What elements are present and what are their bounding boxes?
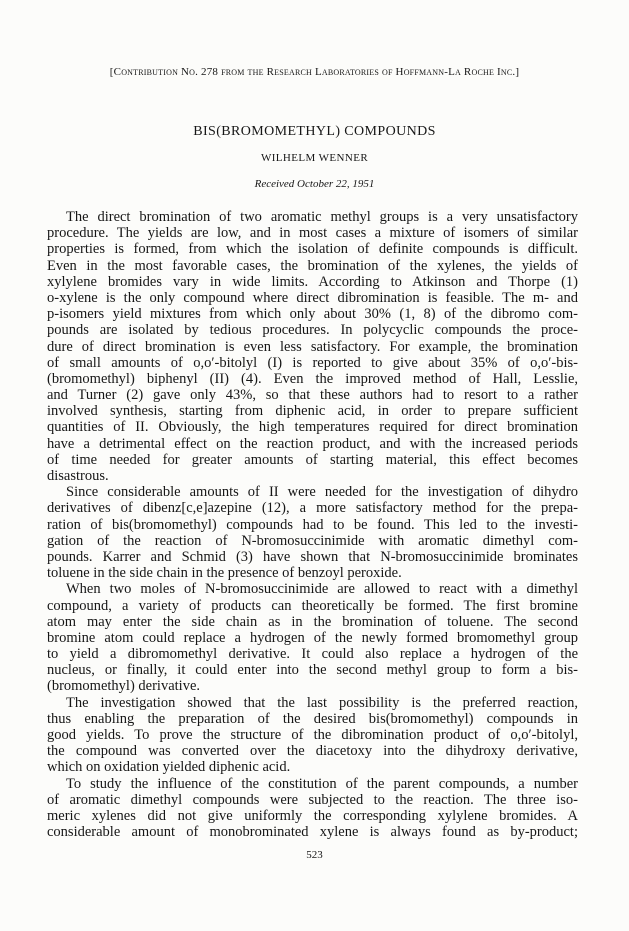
text-line: of small amounts of o,o′-bitolyl (I) is reported to give about 35% of o,o′-bis- bbox=[47, 354, 578, 371]
text-line: procedure. The yields are low, and in most cases a mixture of isomers of similar bbox=[47, 225, 578, 242]
text-line: have a detrimental effect on the reaction product, and with the increased periods bbox=[47, 435, 578, 452]
text-line: thus enabling the preparation of the desired bis(bromomethyl) compounds in bbox=[47, 710, 578, 727]
text-line: to yield a dibromomethyl derivative. It could also replace a hydrogen of the bbox=[47, 646, 578, 663]
text-line: xylylene bromides vary in wide limits. According to Atkinson and Thorpe (1) bbox=[47, 273, 578, 290]
text-line: involved synthesis, starting from diphenic acid, in order to prepare sufficient bbox=[47, 403, 578, 420]
text-line: To study the influence of the constitution of the parent compounds, a number bbox=[66, 775, 578, 792]
paragraph bbox=[47, 484, 578, 581]
author-name: WILHELM WENNER bbox=[260, 152, 369, 164]
article-title: BIS(BROMOMETHYL) COMPOUNDS bbox=[193, 124, 436, 139]
text-line: considerable amount of monobrominated xylene is always found as by-product; bbox=[47, 824, 578, 841]
text-line: bromine atom could replace a hydrogen of the newly formed bromomethyl group bbox=[47, 629, 578, 646]
text-line: Since considerable amounts of II were needed for the investigation of dihydro bbox=[66, 484, 578, 501]
text-line: Even in the most favorable cases, the bromination of the xylenes, the yields of bbox=[47, 257, 578, 274]
text-line: p-isomers yield mixtures from which only about 30% (1, 8) of the dibromo com- bbox=[47, 306, 578, 323]
text-line: toluene in the side chain in the presence of benzoyl peroxide. bbox=[47, 565, 402, 582]
text-line: atom may enter the side chain as in the bromination of toluene. The second bbox=[47, 613, 578, 630]
paragraph bbox=[47, 209, 578, 484]
text-line: meric xylenes did not give uniformly the corresponding xylylene bromides. A bbox=[47, 807, 578, 824]
text-line: of aromatic dimethyl compounds were subjected to the reaction. The three iso- bbox=[47, 791, 578, 808]
paragraph bbox=[47, 776, 578, 841]
text-line: pounds are isolated by tedious procedures. In polycyclic compounds the proce- bbox=[47, 322, 578, 339]
text-line: properties is formed, from which the isolation of definite compounds is difficult. bbox=[47, 241, 578, 258]
page-number: 523 bbox=[306, 849, 323, 861]
text-line: (bromomethyl) derivative. bbox=[47, 678, 201, 695]
text-line: of time needed for greater amounts of starting material, this effect becomes bbox=[47, 451, 578, 468]
text-line: the compound was converted over the diacetoxy into the dihydroxy derivative, bbox=[47, 743, 578, 760]
text-line: and Turner (2) gave only 43%, so that these authors had to resort to a rather bbox=[47, 387, 578, 404]
text-line: compound, a variety of products can theoretically be formed. The first bromine bbox=[47, 597, 578, 614]
text-line: The direct bromination of two aromatic methyl groups is a very unsatisfactory bbox=[66, 209, 578, 225]
text-line: The investigation showed that the last possibility is the preferred reaction, bbox=[66, 694, 578, 711]
paragraph bbox=[47, 695, 578, 776]
received-date: Received October 22, 1951 bbox=[254, 178, 375, 190]
text-line: pounds. Karrer and Schmid (3) have shown that N-bromosuccinimide brominates bbox=[47, 548, 578, 565]
paragraph bbox=[47, 581, 578, 694]
text-line: derivatives of dibenz[c,e]azepine (12), a more satisfactory method for the prepa- bbox=[47, 500, 578, 517]
text-line: quantities of II. Obviously, the high temperatures required for direct bromination bbox=[47, 419, 578, 436]
article-body bbox=[47, 209, 578, 840]
text-line: When two moles of N-bromosuccinimide are allowed to react with a dimethyl bbox=[66, 581, 578, 598]
contribution-header: [Contribution No. 278 from the Research Laboratories of Hoffmann-La Roche Inc.] bbox=[109, 66, 520, 78]
text-line: (bromomethyl) biphenyl (II) (4). Even the improved method of Hall, Lesslie, bbox=[47, 370, 578, 387]
text-line: o-xylene is the only compound where direct dibromination is feasible. The m- and bbox=[47, 289, 578, 306]
text-line: which on oxidation yielded diphenic acid. bbox=[47, 759, 291, 776]
text-line: dure of direct bromination is even less satisfactory. For example, the bromination bbox=[47, 338, 578, 355]
text-line: good yields. To prove the structure of the dibromination product of o,o′-bitolyl, bbox=[47, 727, 578, 743]
text-line: gation of the reaction of N-bromosuccinimide with aromatic dimethyl com- bbox=[47, 532, 578, 549]
text-line: ration of bis(bromomethyl) compounds had to be found. This led to the investi- bbox=[47, 516, 578, 533]
text-line: disastrous. bbox=[47, 468, 109, 484]
text-line: nucleus, or finally, it could enter into the second methyl group to form a bis- bbox=[47, 662, 578, 679]
